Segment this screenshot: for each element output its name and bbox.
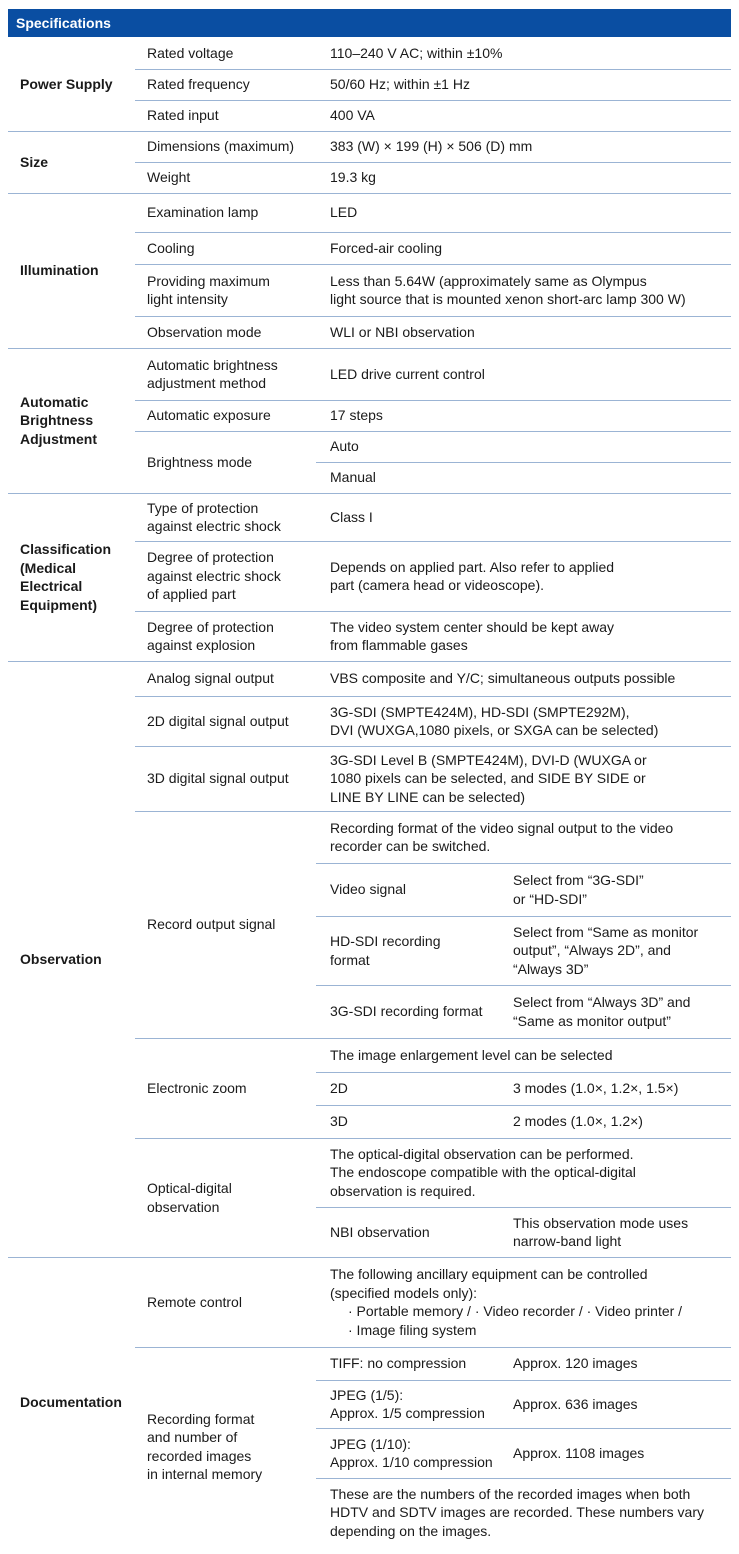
category-size: Size	[8, 131, 135, 193]
item-brightness-adjustment-method	[135, 348, 316, 400]
item-line: adjustment method	[147, 375, 267, 391]
value-jpeg-1-5: Approx. 636 images	[507, 1380, 731, 1428]
category-observation: Observation	[8, 661, 135, 1257]
value-dimensions: 383 (W) × 199 (H) × 506 (D) mm	[316, 131, 731, 162]
value-examination-lamp: LED	[316, 193, 731, 232]
value-3d-digital-signal-output	[316, 746, 731, 811]
subitem-line: JPEG (1/10):	[330, 1435, 411, 1452]
item-record-output-signal: Record output signal	[135, 811, 316, 1038]
value-rated-input: 400 VA	[316, 100, 731, 131]
value-line: The following ancillary equipment can be controlled	[330, 1266, 648, 1282]
value-line: Recording format of the video signal output to the video	[330, 819, 674, 836]
value-zoom-3d: 2 modes (1.0×, 1.2×)	[507, 1105, 731, 1138]
table-row	[8, 661, 731, 696]
category-line: Automatic	[20, 393, 89, 410]
value-tiff: Approx. 120 images	[507, 1347, 731, 1380]
value-automatic-exposure: 17 steps	[316, 400, 731, 431]
value-line: 3G-SDI (SMPTE424M), HD-SDI (SMPTE292M),	[330, 703, 630, 720]
value-analog-signal-output: VBS composite and Y/C; simultaneous outputs possible	[316, 661, 731, 696]
page-title: Specifications	[8, 9, 731, 37]
item-protection-explosion	[135, 611, 316, 661]
item-line: against explosion	[147, 637, 256, 653]
item-line: Degree of protection	[147, 618, 274, 635]
value-weight: 19.3 kg	[316, 162, 731, 193]
value-line: output”, “Always 2D”, and	[513, 942, 671, 959]
value-line: · Image filing system	[348, 1321, 477, 1338]
item-examination-lamp: Examination lamp	[135, 193, 316, 232]
value-line: light source that is mounted xenon short-arc lamp 300 W)	[330, 291, 686, 307]
value-video-signal	[507, 863, 731, 916]
category-illumination: Illumination	[8, 193, 135, 348]
value-zoom-2d: 3 modes (1.0×, 1.2×, 1.5×)	[507, 1072, 731, 1105]
value-nbi-observation	[507, 1207, 731, 1257]
category-classification	[8, 493, 135, 661]
value-line: from flammable gases	[330, 637, 468, 653]
value-remote-control	[316, 1257, 731, 1347]
item-rated-frequency: Rated frequency	[135, 69, 316, 100]
item-analog-signal-output: Analog signal output	[135, 661, 316, 696]
value-record-output-intro	[316, 811, 731, 863]
value-optical-digital-intro	[316, 1138, 731, 1207]
item-line: Optical-digital	[147, 1180, 232, 1197]
subitem-3g-sdi-recording-format: 3G-SDI recording format	[316, 985, 507, 1038]
subitem-video-signal: Video signal	[316, 863, 507, 916]
value-line: “Same as monitor output”	[513, 1012, 671, 1029]
subitem-line: HD-SDI recording	[330, 933, 441, 949]
category-documentation: Documentation	[8, 1257, 135, 1546]
value-line: depending on the images.	[330, 1522, 492, 1539]
subitem-nbi-observation: NBI observation	[316, 1207, 507, 1257]
table-row	[8, 131, 731, 162]
item-dimensions: Dimensions (maximum)	[135, 131, 316, 162]
category-automatic-brightness	[8, 348, 135, 493]
value-3g-sdi-recording-format	[507, 985, 731, 1038]
value-line: The optical-digital observation can be performed.	[330, 1145, 634, 1162]
value-line: 1080 pixels can be selected, and SIDE BY SIDE or	[330, 770, 646, 787]
subitem-zoom-3d: 3D	[316, 1105, 507, 1138]
value-line: “Always 3D”	[513, 960, 589, 977]
specifications-sheet	[8, 9, 731, 1546]
item-optical-digital-observation	[135, 1138, 316, 1257]
item-cooling: Cooling	[135, 232, 316, 264]
value-line: Less than 5.64W (approximately same as Olympus	[330, 272, 647, 289]
item-max-light-intensity	[135, 264, 316, 316]
subitem-zoom-2d: 2D	[316, 1072, 507, 1105]
value-line: The endoscope compatible with the optical-digital	[330, 1164, 636, 1181]
value-line: recorder can be switched.	[330, 838, 491, 854]
value-line: LINE BY LINE can be selected)	[330, 788, 526, 805]
value-brightness-mode-manual: Manual	[316, 462, 731, 493]
table-row	[8, 1257, 731, 1347]
item-weight: Weight	[135, 162, 316, 193]
value-2d-digital-signal-output	[316, 696, 731, 746]
value-line: Depends on applied part. Also refer to applied	[330, 558, 615, 575]
subitem-hd-sdi-recording-format	[316, 916, 507, 985]
item-line: Automatic brightness	[147, 356, 278, 373]
subitem-line: JPEG (1/5):	[330, 1386, 404, 1403]
category-line: Equipment)	[20, 596, 97, 613]
value-max-light-intensity	[316, 264, 731, 316]
value-line: The video system center should be kept away	[330, 618, 615, 635]
item-brightness-mode: Brightness mode	[135, 431, 316, 493]
item-line: Type of protection	[147, 499, 259, 516]
item-line: against electric shock	[147, 567, 281, 584]
value-line: These are the numbers of the recorded images when both	[330, 1485, 691, 1502]
subitem-tiff: TIFF: no compression	[316, 1347, 507, 1380]
item-line: observation	[147, 1198, 220, 1215]
category-line: Brightness	[20, 412, 94, 429]
subitem-line: Approx. 1/5 compression	[330, 1405, 485, 1421]
specifications-table	[8, 37, 731, 1546]
value-protection-degree-applied-part	[316, 541, 731, 611]
value-line: Select from “3G-SDI”	[513, 872, 644, 888]
item-line: against electric shock	[147, 518, 281, 534]
value-protection-explosion	[316, 611, 731, 661]
value-line: 3G-SDI Level B (SMPTE424M), DVI-D (WUXGA or	[330, 751, 647, 768]
item-2d-digital-signal-output: 2D digital signal output	[135, 696, 316, 746]
value-hd-sdi-recording-format	[507, 916, 731, 985]
value-line: · Portable memory / · Video recorder / · Video printer /	[348, 1303, 683, 1319]
value-brightness-mode-auto: Auto	[316, 431, 731, 462]
value-brightness-adjustment-method: LED drive current control	[316, 348, 731, 400]
value-line: Select from “Same as monitor	[513, 923, 699, 940]
value-rated-voltage: 110–240 V AC; within ±10%	[330, 44, 503, 61]
table-row	[8, 193, 731, 232]
table-row	[8, 493, 731, 541]
category-line: Electrical	[20, 578, 83, 594]
item-3d-digital-signal-output: 3D digital signal output	[135, 746, 316, 811]
value-line: DVI (WUXGA,1080 pixels, or SXGA can be selected)	[330, 722, 659, 738]
value-line: Select from “Always 3D” and	[513, 994, 691, 1010]
item-recording-format-internal-memory	[135, 1347, 316, 1546]
item-line: of applied part	[147, 586, 236, 603]
category-line: Adjustment	[20, 430, 97, 447]
item-protection-degree-applied-part	[135, 541, 316, 611]
value-line: (specified models only):	[330, 1284, 478, 1301]
value-line: or “HD-SDI”	[513, 890, 587, 907]
value-recording-note	[316, 1478, 731, 1546]
value-line: narrow-band light	[513, 1233, 622, 1250]
item-observation-mode: Observation mode	[135, 316, 316, 348]
item-line: light intensity	[147, 291, 228, 307]
category-line: Classification	[20, 541, 112, 557]
item-line: Providing maximum	[147, 272, 270, 289]
item-line: and number of	[147, 1429, 238, 1446]
item-rated-input: Rated input	[135, 100, 316, 131]
value-line: part (camera head or videoscope).	[330, 577, 544, 593]
value-rated-frequency: 50/60 Hz; within ±1 Hz	[316, 69, 731, 100]
item-electronic-zoom: Electronic zoom	[135, 1038, 316, 1138]
item-protection-type	[135, 493, 316, 541]
subitem-jpeg-1-5	[316, 1380, 507, 1428]
item-automatic-exposure: Automatic exposure	[135, 400, 316, 431]
item-line: Recording format	[147, 1410, 255, 1427]
item-line: in internal memory	[147, 1466, 263, 1483]
value-line: This observation mode uses	[513, 1214, 689, 1231]
category-line: (Medical	[20, 559, 77, 576]
value-line: HDTV and SDTV images are recorded. These numbers vary	[330, 1504, 705, 1520]
value-electronic-zoom-intro: The image enlargement level can be selected	[316, 1038, 731, 1072]
subitem-line: format	[330, 951, 370, 968]
subitem-jpeg-1-10	[316, 1428, 507, 1478]
value-cooling: Forced-air cooling	[316, 232, 731, 264]
item-line: recorded images	[147, 1447, 252, 1464]
table-row	[8, 348, 731, 400]
subitem-line: Approx. 1/10 compression	[330, 1454, 493, 1470]
table-row	[8, 37, 731, 69]
item-rated-voltage: Rated voltage	[147, 44, 234, 61]
value-protection-type: Class I	[316, 493, 731, 541]
value-line: observation is required.	[330, 1182, 476, 1199]
value-jpeg-1-10: Approx. 1108 images	[507, 1428, 731, 1478]
value-observation-mode: WLI or NBI observation	[316, 316, 731, 348]
item-line: Degree of protection	[147, 549, 274, 566]
category-power-supply: Power Supply	[20, 75, 113, 92]
item-remote-control: Remote control	[135, 1257, 316, 1347]
